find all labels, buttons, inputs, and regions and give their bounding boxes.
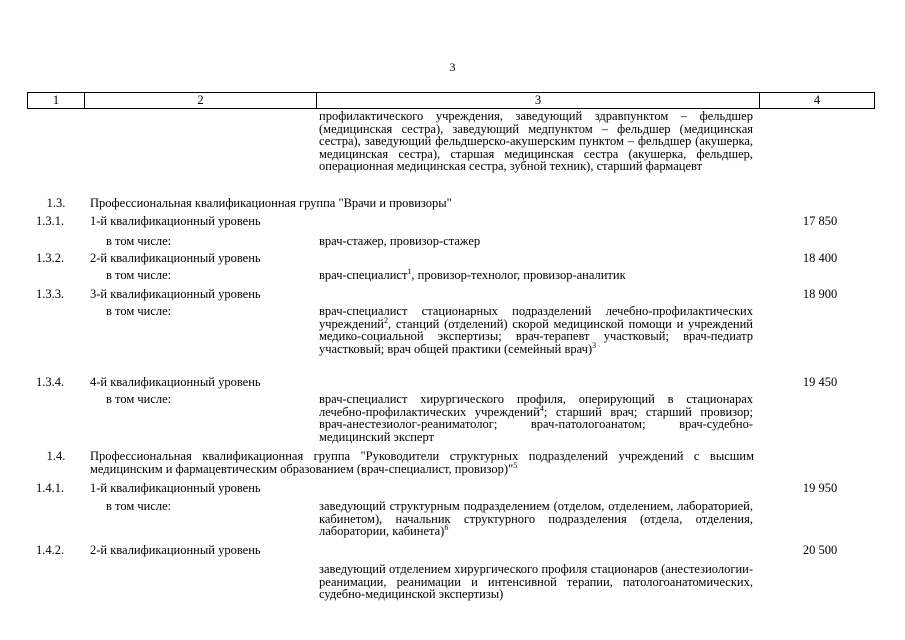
salary-value: 17 850 xyxy=(802,214,838,228)
including-label: в том числе: xyxy=(106,234,172,248)
including-label: в том числе: xyxy=(106,304,172,318)
level-name: 1-й квалификационный уровень xyxy=(90,214,261,228)
salary-value: 20 500 xyxy=(802,543,838,557)
level-name: 4-й квалификационный уровень xyxy=(90,375,261,389)
page-number: 3 xyxy=(449,60,456,74)
including-label: в том числе: xyxy=(106,499,172,513)
group-number: 1.4. xyxy=(46,449,66,463)
positions-text: врач-специалист стационарных подразделений лечебно-профилактических учреждений$^2$, станций (отделений) скорой медицинской помощи и учреждений медико-социальной экспертизы; врач-терапевт участковый; врач-педиатр участковый; врач общей практики (семейный врач)$^3$ xyxy=(319,304,753,356)
header-col-1: 1 xyxy=(28,93,85,108)
including-label: в том числе: xyxy=(106,268,172,282)
group-number: 1.3. xyxy=(46,196,66,210)
positions-text: врач-специалист$^1$, провизор-технолог, провизор-аналитик xyxy=(319,266,626,282)
level-number: 1.3.4. xyxy=(36,375,65,389)
salary-value: 19 950 xyxy=(802,481,838,495)
level-name: 3-й квалификационный уровень xyxy=(90,287,261,301)
level-name: 2-й квалификационный уровень xyxy=(90,543,261,557)
salary-value: 18 400 xyxy=(802,251,838,265)
level-number: 1.4.2. xyxy=(36,543,65,557)
table-header-row xyxy=(27,92,875,109)
positions-text: врач-специалист хирургического профиля, оперирующий в стационарах лечебно-профилактических учреждений$^4$; старший врач; старший провизор; врач-анестезиолог-реаниматолог; врач-патологоанатом; врач-судебно-медицинский эксперт xyxy=(319,392,754,444)
header-col-4: 4 xyxy=(813,93,821,107)
footnote-marker: 1 xyxy=(407,266,412,276)
level-number: 1.3.1. xyxy=(36,214,65,228)
footnote-marker: 4 xyxy=(539,403,544,413)
salary-value: 18 900 xyxy=(802,287,838,301)
level-number: 1.3.2. xyxy=(36,251,65,265)
header-col-3: 3 xyxy=(317,93,760,108)
footnote-marker: 6 xyxy=(444,523,449,533)
continuation-text: профилактического учреждения, заведующий здравпунктом – фельдшер (медицинская сестра), заведующий медпунктом – фельдшер (медицинская сестра), заведующий фельдшерско-акушерским пунктом – фельдшер (акушерка, медицинская сестра), старшая медицинская сестра (акушерка, фельдшер, операционная медицинская сестра, зубной техник), старший фармацевт xyxy=(319,109,753,174)
positions-text: заведующий отделением хирургического профиля стационаров (анестезиологии-реанимации, реанимации и интенсивной терапии, патологоанатомических, судебно-медицинской экспертизы) xyxy=(319,562,753,602)
footnote-marker: 5 xyxy=(513,460,518,470)
level-name: 2-й квалификационный уровень xyxy=(90,251,261,265)
positions-text: врач-стажер, провизор-стажер xyxy=(319,234,481,248)
group-title: Профессиональная квалификационная группа "Руководители структурных подразделений учреждений с высшим медицинским и фармацевтическим образованием (врач-специалист, провизор)"$^5$ xyxy=(90,449,754,476)
positions-text: заведующий структурным подразделением (отделом, отделением, лабораторией, кабинетом), начальник структурного подразделения (отдела, отделения, лаборатории, кабинета)$^6$ xyxy=(319,499,753,539)
level-name: 1-й квалификационный уровень xyxy=(90,481,261,495)
header-col-2: 2 xyxy=(85,93,317,108)
including-label: в том числе: xyxy=(106,392,172,406)
level-number: 1.4.1. xyxy=(36,481,65,495)
salary-value: 19 450 xyxy=(802,375,838,389)
footnote-marker: 3 xyxy=(592,340,597,350)
group-title: Профессиональная квалификационная группа "Врачи и провизоры" xyxy=(90,196,452,210)
footnote-marker: 2 xyxy=(383,315,388,325)
level-number: 1.3.3. xyxy=(36,287,65,301)
